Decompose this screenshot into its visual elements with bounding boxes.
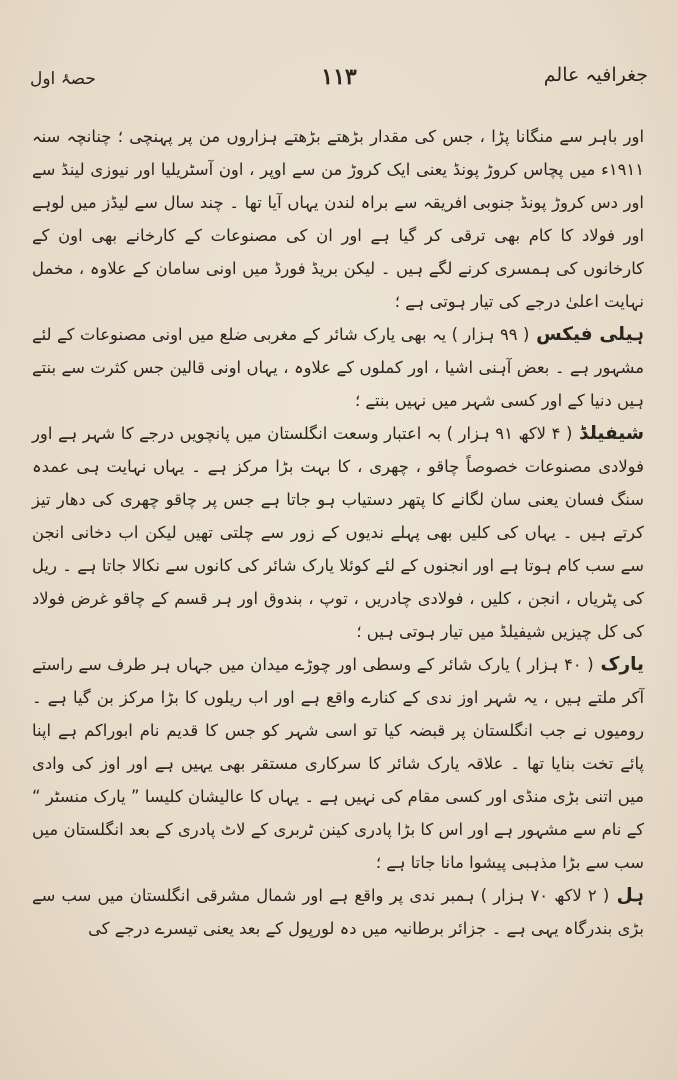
paragraph-text: ( ۹۹ ہزار ) یہ بھی یارک شائر کے مغربی ضلع میں اونی مصنوعات کے لئے مشہور ہے ۔ بعض آہنی اشیا ، اور کملوں کے علاوہ ، یہاں اونی قالین جس کثرت سے بنتے ہیں دنیا کے اور کسی شہر میں نہیں بنتے ؛ (32, 325, 644, 410)
paragraph-text: ( ۲ لاکھ ۷۰ ہزار ) ہمبر ندی پر واقع ہے اور شمال مشرقی انگلستان میں سب سے بڑی بندرگاہ یہی ہے ۔ جزائر برطانیہ میں دہ لورپول کے بعد یعنی تیسرے درجے کی (32, 886, 644, 938)
paragraph (32, 879, 644, 945)
paragraph-text: اور باہر سے منگانا پڑا ، جس کی مقدار بڑھتے بڑھتے ہزاروں من پر پہنچی ؛ چنانچہ سنہ ۱۹۱۱ء میں پچاس کروڑ پونڈ یعنی ایک کروڑ من سے اوپر ، اون آسٹریلیا اور نیوزی لینڈ سے اور دس کروڑ پونڈ جنوبی افریقہ سے براہ لندن یہاں آیا تھا ۔ چند سال سے لیڈز میں لوہے اور فولاد کا کام بھی ترقی کر گیا ہے اور ان کی مصنوعات کے کارخانے بھی اون کے کارخانوں کی ہمسری کرنے لگے ہیں ۔ لیکن بریڈ فورڈ میں اونی سامان کے علاوہ ، مخمل نہایت اعلیٰ درجے کی تیار ہوتی ہے ؛ (32, 127, 644, 311)
paragraph (32, 318, 644, 417)
paragraph (32, 648, 644, 879)
section-heading-york: یارک (593, 654, 644, 675)
page-header (30, 60, 648, 100)
paragraph-text: ( ۴۰ ہزار ) یارک شائر کے وسطی اور چوڑے میدان میں جہاں ہر طرف سے راستے آکر ملتے ہیں ، یہ شہر اوز ندی کے کنارے واقع ہے اور اب ریلوں کا بڑا مرکز بن گیا ہے ۔ رومیوں نے جب انگلستان پر قبضہ کیا تو اسی شہر کو جس کا قدیم نام ابوراکم ہے اپنا پائے تخت بنایا تھا ۔ علاقہ یارک شائر کا سرکاری مستقر بھی یہیں ہے اور اوز کی وادی میں اتنی بڑی منڈی اور کسی مقام کی نہیں ہے ۔ یہاں کا عالیشان کلیسا ” یارک منسٹر “ کے نام سے مشہور ہے اور اس کا بڑا پادری کینن ٹربری کے لاٹ پادری کے بعد انگلستان میں سب سے بڑا مذہبی پیشوا مانا جاتا ہے ؛ (32, 655, 644, 872)
paragraph (32, 417, 644, 648)
paragraph (32, 120, 644, 318)
paragraph-text: ( ۴ لاکھ ۹۱ ہزار ) بہ اعتبار وسعت انگلستان میں پانچویں درجے کا شہر ہے اور فولادی مصنوعات خصوصاً چاقو ، چھری ، کا بہت بڑا مرکز ہے ۔ یہاں نہایت ہی عمدہ سنگ فسان یعنی سان لگانے کا پتھر دستیاب ہو جاتا ہے جس پر چاقو چھری کی دھار تیز کرتے ہیں ۔ یہاں کی کلیں بھی پہلے ندیوں کے زور سے چلتی تھیں لیکن اب دخانی انجن سے سب کام ہوتا ہے اور انجنوں کے لئے کوئلا یارک شائر کی کانوں سے نکالا جاتا ہے ۔ ریل کی پٹریاں ، انجن ، کلیں ، فولادی چادریں ، توپ ، بندوق اور ہر قسم کے چاقو غرض فولاد کی کل چیزیں شیفیلڈ میں تیار ہوتی ہیں ؛ (32, 424, 644, 641)
section-heading-sheffield: شیفیلڈ (572, 423, 645, 444)
part-label: حصۂ اول (30, 69, 96, 89)
section-heading-halifax: ہیلی فیکس (529, 324, 644, 345)
section-heading-hull: ہل (609, 885, 644, 906)
book-title: جغرافیہ عالم (543, 64, 648, 86)
page-number: ۱۱۳ (321, 64, 357, 90)
page-body (32, 120, 644, 1040)
